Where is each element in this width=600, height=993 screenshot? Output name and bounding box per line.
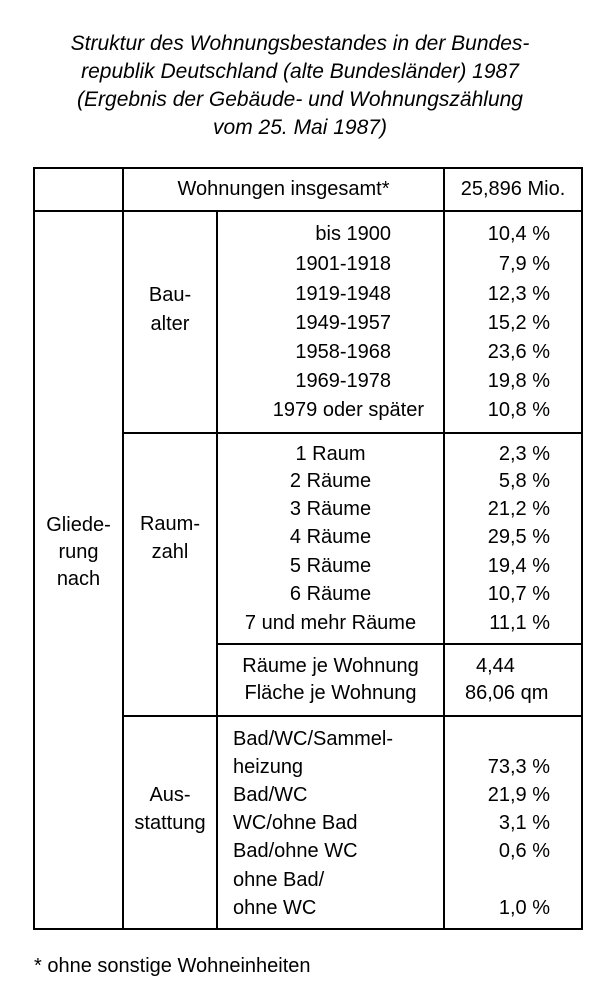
row-label: 1979 oder später <box>272 399 424 421</box>
row-value: 10,4 % <box>487 223 550 245</box>
table-rule-header <box>33 210 583 212</box>
group-label-ausstattung: Aus- <box>149 784 191 806</box>
header-label: Wohnungen insgesamt* <box>177 178 390 200</box>
table-rule-col3 <box>443 167 445 930</box>
row-label: 1919-1948 <box>295 283 391 305</box>
row-label: Bad/WC/Sammel- <box>233 728 394 750</box>
row-label: 1901-1918 <box>295 253 391 275</box>
row-value: 73,3 % <box>487 756 550 778</box>
table-border-right <box>581 167 583 930</box>
row-value: 11,1 % <box>489 612 550 634</box>
row-value: 10,7 % <box>487 583 550 605</box>
row-value: 1,0 % <box>498 897 550 919</box>
row-value: 86,06 qm <box>465 682 549 704</box>
row-value: 15,2 % <box>487 312 550 334</box>
row-value: 12,3 % <box>487 283 550 305</box>
table-rule-sub <box>216 643 583 645</box>
document-title <box>0 30 600 142</box>
row-label: ohne WC <box>233 897 317 919</box>
row-value: 7,9 % <box>498 253 550 275</box>
row-value: 0,6 % <box>498 840 550 862</box>
row-label: 6 Räume <box>289 583 372 605</box>
row-value: 2,3 % <box>498 443 550 465</box>
table-border-bottom <box>33 928 583 930</box>
table-border-top <box>33 167 583 169</box>
row-label: 2 Räume <box>289 470 372 492</box>
row-label: 1958-1968 <box>295 341 391 363</box>
outer-label: nach <box>56 568 101 590</box>
table-rule-group <box>122 432 583 434</box>
row-label: 7 und mehr Räume <box>244 612 417 634</box>
row-label: 3 Räume <box>289 498 372 520</box>
row-value: 10,8 % <box>487 399 550 421</box>
row-label: heizung <box>233 756 304 778</box>
group-label-baualter: alter <box>150 313 190 335</box>
group-label-baualter: Bau- <box>148 284 192 306</box>
group-label-ausstattung: stattung <box>134 812 206 834</box>
row-value: 19,4 % <box>487 555 550 577</box>
table-rule-group <box>122 715 583 717</box>
row-value: 5,8 % <box>498 470 550 492</box>
outer-label: Gliede- <box>46 514 111 536</box>
row-value: 19,8 % <box>487 370 550 392</box>
row-label: Fläche je Wohnung <box>244 682 417 704</box>
title-line: vom 25. Mai 1987) <box>213 116 387 139</box>
header-value: 25,896 Mio. <box>460 178 566 200</box>
title-line: republik Deutschland (alte Bundesländer) 1987 <box>81 60 519 83</box>
row-label: WC/ohne Bad <box>233 812 358 834</box>
footnote: * ohne sonstige Wohneinheiten <box>34 955 311 977</box>
row-label: 4 Räume <box>289 526 372 548</box>
row-value: 3,1 % <box>498 812 550 834</box>
row-label: 5 Räume <box>289 555 372 577</box>
row-value: 4,44 <box>476 655 515 677</box>
row-label: 1969-1978 <box>295 370 391 392</box>
row-value: 21,9 % <box>487 784 550 806</box>
title-line: Struktur des Wohnungsbestandes in der Bundes- <box>70 32 530 55</box>
row-label: 1 Raum <box>295 443 366 465</box>
title-line: (Ergebnis der Gebäude- und Wohnungszählung <box>77 88 523 111</box>
row-label: Räume je Wohnung <box>242 655 419 677</box>
group-label-raumzahl: zahl <box>151 541 189 563</box>
row-label: 1949-1957 <box>295 312 391 334</box>
row-value: 29,5 % <box>487 526 550 548</box>
row-value: 23,6 % <box>487 341 550 363</box>
group-label-raumzahl: Raum- <box>139 513 200 535</box>
row-value: 21,2 % <box>487 498 550 520</box>
row-label: bis 1900 <box>315 223 391 245</box>
row-label: ohne Bad/ <box>233 869 325 891</box>
row-label: Bad/WC <box>233 784 308 806</box>
row-label: Bad/ohne WC <box>233 840 358 862</box>
outer-label: rung <box>58 541 99 563</box>
